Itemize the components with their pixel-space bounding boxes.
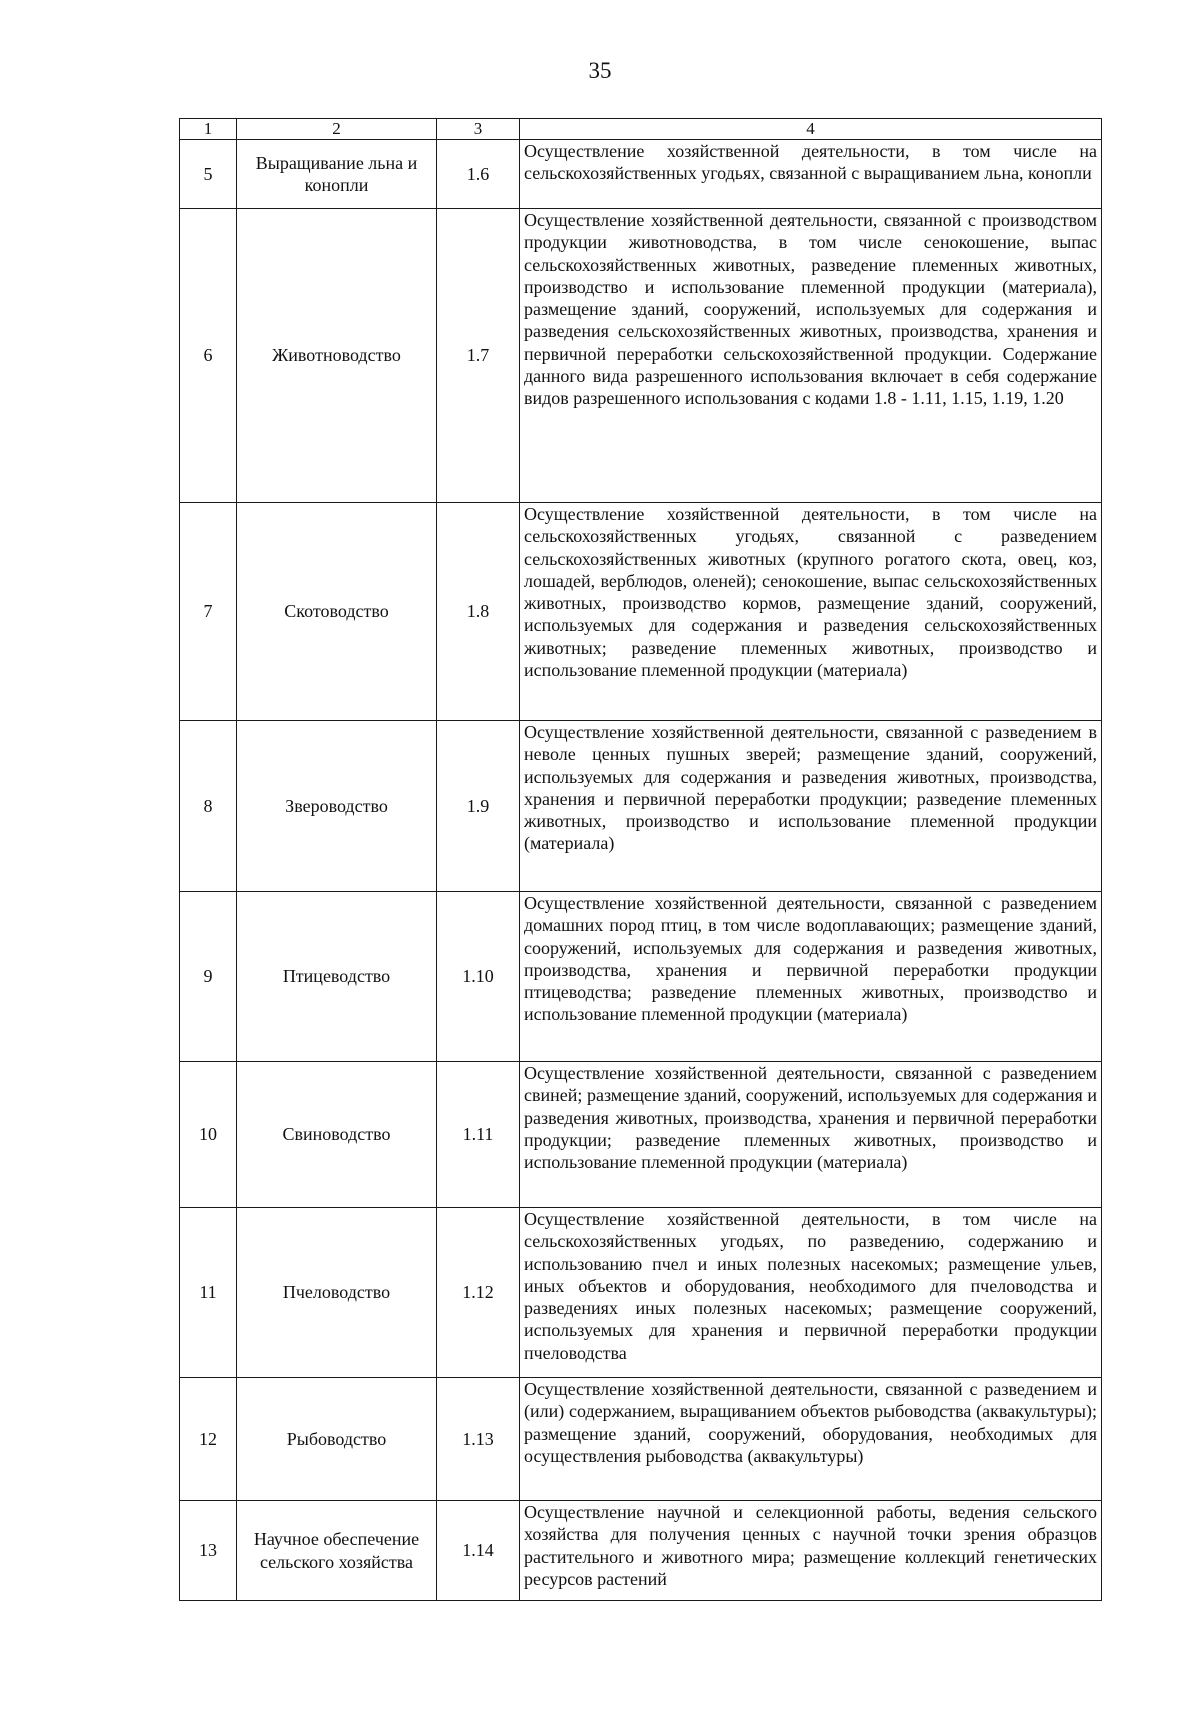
table-row	[180, 140, 1102, 209]
use-type-code: 1.14	[437, 1501, 520, 1601]
use-type-code: 1.8	[437, 503, 520, 721]
use-type-name: Рыбоводство	[237, 1378, 437, 1501]
table-row	[180, 1208, 1102, 1378]
use-type-code: 1.9	[437, 721, 520, 892]
use-type-name: Животноводство	[237, 209, 437, 503]
use-type-name: Звероводство	[237, 721, 437, 892]
description-text: Осуществление хозяйственной деятельности, в том числе на сельскохозяйственных угодьях, связанной с выращиванием льна, конопли	[524, 141, 1097, 184]
row-number: 13	[180, 1501, 237, 1601]
header-col-4: 4	[520, 119, 1102, 140]
use-type-code: 1.11	[437, 1062, 520, 1208]
table-header-row	[180, 119, 1102, 140]
row-number: 10	[180, 1062, 237, 1208]
use-type-name: Свиноводство	[237, 1062, 437, 1208]
land-use-table	[179, 118, 1102, 1601]
use-type-description	[520, 209, 1102, 503]
header-col-3: 3	[437, 119, 520, 140]
description-text: Осуществление хозяйственной деятельности, связанной с разведением свиней; размещение зданий, сооружений, используемых для содержания и разведения животных, производства, хранения и первичной переработки продукции; разведение племенных животных, производство и использование племенной продукции (материала)	[524, 1063, 1097, 1173]
description-text: Осуществление хозяйственной деятельности, связанной с разведением в неволе ценных пушных зверей; размещение зданий, сооружений, используемых для содержания и разведения животных, производства, хранения и первичной переработки продукции; разведение племенных животных, производство и использование племенной продукции (материала)	[524, 722, 1097, 854]
table-row	[180, 721, 1102, 892]
table-row	[180, 1501, 1102, 1601]
use-type-name: Птицеводство	[237, 892, 437, 1062]
table-row	[180, 1378, 1102, 1501]
table-row	[180, 209, 1102, 503]
use-type-code: 1.7	[437, 209, 520, 503]
description-text: Осуществление хозяйственной деятельности, в том числе на сельскохозяйственных угодьях, по разведению, содержанию и использованию пчел и иных полезных насекомых; размещение ульев, иных объектов и оборудования, необходимого для пчеловодства и разведениях иных полезных насекомых; размещение сооружений, используемых для хранения и первичной переработки продукции пчеловодства	[524, 1209, 1097, 1363]
description-text: Осуществление хозяйственной деятельности, в том числе на сельскохозяйственных угодьях, связанной с разведением сельскохозяйственных животных (крупного рогатого скота, овец, коз, лошадей, верблюдов, оленей); сенокошение, выпас сельскохозяйственных животных, производство кормов, размещение зданий, сооружений, используемых для содержания и разведения сельскохозяйственных животных; разведение племенных животных, производство и использование племенной продукции (материала)	[524, 504, 1097, 681]
use-type-name: Скотоводство	[237, 503, 437, 721]
use-type-description	[520, 721, 1102, 892]
use-type-description	[520, 1062, 1102, 1208]
row-number: 7	[180, 503, 237, 721]
table-row	[180, 892, 1102, 1062]
description-text: Осуществление хозяйственной деятельности, связанной с разведением домашних пород птиц, в том числе водоплавающих; размещение зданий, сооружений, используемых для содержания и разведения животных, производства, хранения и первичной переработки продукции птицеводства; разведение племенных животных, производство и использование племенной продукции (материала)	[524, 893, 1097, 1025]
row-number: 5	[180, 140, 237, 209]
header-col-2: 2	[237, 119, 437, 140]
use-type-code: 1.13	[437, 1378, 520, 1501]
row-number: 12	[180, 1378, 237, 1501]
use-type-name: Выращивание льна и конопли	[237, 140, 437, 209]
row-number: 8	[180, 721, 237, 892]
description-text: Осуществление хозяйственной деятельности, связанной с разведением и (или) содержанием, выращиванием объектов рыбоводства (аквакультуры); размещение зданий, сооружений, оборудования, необходимых для осуществления рыбоводства (аквакультуры)	[524, 1379, 1097, 1466]
use-type-name: Пчеловодство	[237, 1208, 437, 1378]
use-type-description	[520, 503, 1102, 721]
use-type-description	[520, 1378, 1102, 1501]
header-col-1: 1	[180, 119, 237, 140]
table-row	[180, 503, 1102, 721]
description-text: Осуществление научной и селекционной работы, ведения сельского хозяйства для получения ценных с научной точки зрения образцов растительного и животного мира; размещение коллекций генетических ресурсов растений	[524, 1502, 1097, 1589]
use-type-code: 1.10	[437, 892, 520, 1062]
use-type-description	[520, 1501, 1102, 1601]
row-number: 6	[180, 209, 237, 503]
row-number: 9	[180, 892, 237, 1062]
page-number: 35	[588, 58, 612, 83]
use-type-description	[520, 1208, 1102, 1378]
use-type-name: Научное обеспечение сельского хозяйства	[237, 1501, 437, 1601]
use-type-description	[520, 140, 1102, 209]
table-row	[180, 1062, 1102, 1208]
use-type-code: 1.12	[437, 1208, 520, 1378]
description-text: Осуществление хозяйственной деятельности, связанной с производством продукции животноводства, в том числе сенокошение, выпас сельскохозяйственных животных, разведение племенных животных, производство и использование племенной продукции (материала), размещение зданий, сооружений, используемых для содержания и разведения сельскохозяйственных животных, производства, хранения и первичной переработки сельскохозяйственной продукции. Содержание данного вида разрешенного использования включает в себя содержание видов разрешенного использования с кодами 1.8 - 1.11, 1.15, 1.19, 1.20	[524, 210, 1097, 409]
use-type-description	[520, 892, 1102, 1062]
row-number: 11	[180, 1208, 237, 1378]
use-type-code: 1.6	[437, 140, 520, 209]
